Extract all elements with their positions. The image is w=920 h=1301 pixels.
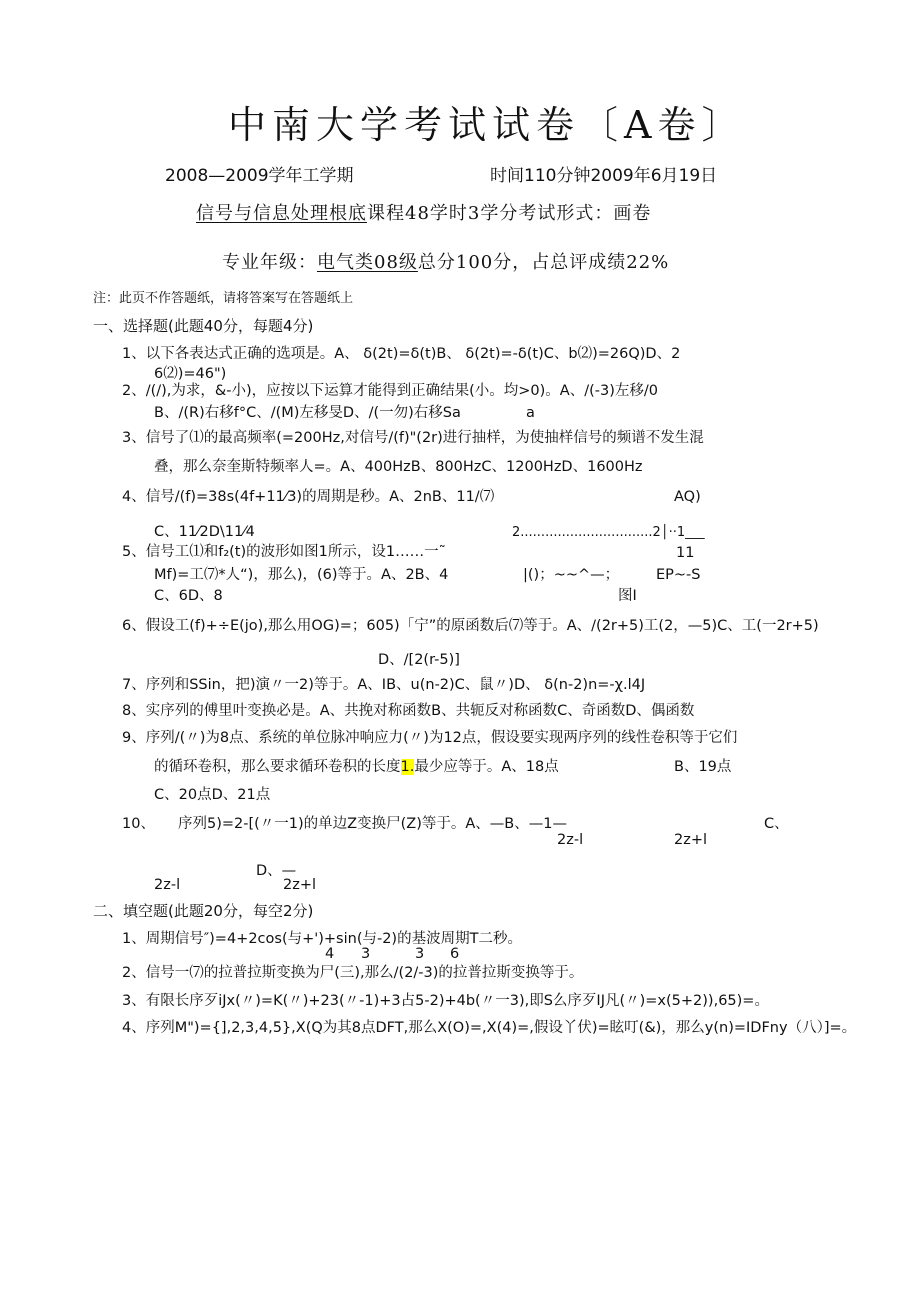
major-line	[222, 254, 669, 272]
question-line: 10、	[122, 816, 155, 832]
question-text: 最少应等于。A、18点	[414, 759, 559, 775]
question-line: 8、实序列的傅里叶变换必是。A、共挽对称函数B、共轭反对称函数C、奇函数D、偶函数	[122, 703, 695, 719]
question-line: 2................................2│··1___	[512, 525, 705, 540]
section1-heading: 一、选择题(此题40分，每题4分)	[93, 317, 314, 335]
course-line	[196, 205, 651, 223]
question-line: 4	[325, 946, 335, 962]
question-line: |()；~~^—；	[523, 567, 620, 583]
question-line: 6⑵)=46")	[154, 366, 227, 382]
question-line: 图I	[618, 588, 637, 604]
question-line: EP~-S	[656, 567, 701, 583]
question-line: a	[526, 405, 535, 421]
question-line: 1、周期信号″)=4+2cos(与+')+sin(与-2)的基波周期T二秒。	[122, 931, 522, 947]
question-line: 7、序列和SSin，把)演〃一2)等于。A、IB、u(n-2)C、鼠〃)D、 δ(n-2)n=-χ.l4J	[122, 677, 646, 693]
note: 注：此页不作答题纸，请将答案写在答题纸上	[93, 291, 354, 306]
question-line: 11	[676, 545, 695, 561]
course-name: 信号与信息处理根底	[196, 203, 367, 224]
question-line: 3	[415, 946, 425, 962]
question-line: 2、信号一⑺的拉普拉斯变换为尸(三),那么/(2/-3)的拉普拉斯变换等于。	[122, 965, 584, 981]
question-line: 2、/(/),为求，&-小)，应按以下运算才能得到正确结果(小。均>0)。A、/(-3)左移/0	[122, 383, 658, 399]
question-line: 9、序列/(〃)为8点、系统的单位脉冲响应力(〃)为12点，假设要实现两序列的线性卷积等于它们	[122, 730, 738, 746]
highlighted-text: 1.	[400, 759, 415, 775]
question-line: 1、以下各表达式正确的选项是。A、 δ(2t)=δ(t)B、 δ(2t)=-δ(t)C、b⑵)=26Q)D、2	[122, 346, 681, 362]
question-line: 6、假设工(f)+÷E(jo),那么用OG)=；605)「宁”的原函数后⑺等于。A、/(2r+5)工(2，—5)C、工(一2r+5)	[122, 618, 819, 634]
question-line: 3、信号了⑴的最高频率(=200Hz,对信号/(f)"(2r)进行抽样，为使抽样信号的频谱不发生混	[122, 430, 704, 446]
section2-heading: 二、填空题(此题20分，每空2分)	[93, 902, 314, 920]
question-line: 4、序列M")={],2,3,4,5},X(Q为其8点DFT,那么X(O)=,X(4)=,假设丫伏)=眩叮(&)，那么y(n)=IDFny（八）]=。	[122, 1020, 857, 1036]
question-line: 叠，那么奈奎斯特频率人=。A、400HzB、800HzC、1200HzD、1600Hz	[154, 459, 643, 475]
question-line: B、/(R)右移f°C、/(M)左移旻D、/(一勿)右移Sa	[154, 405, 461, 421]
question-line: 2z+l	[674, 832, 708, 848]
question-line: Mf)=工⑺*人“)，那么)，(6)等于。A、2B、4	[154, 567, 449, 583]
question-line: 3、有限长序歹iJx(〃)=K(〃)+23(〃-1)+3占5-2)+4b(〃一3),即S么序歹IJ凡(〃)=x(5+2)),65)=。	[122, 993, 769, 1009]
year-term: 2008—2009学年工学期	[165, 166, 354, 186]
question-line: C、20点D、21点	[154, 787, 271, 803]
question-line: C、	[764, 816, 789, 832]
question-line: 4、信号/(f)=38s(4f+11⁄3)的周期是秒。A、2nB、11/⑺	[122, 489, 495, 505]
major-value: 电气类08级	[317, 252, 418, 273]
question-line: 6	[450, 946, 460, 962]
course-rest: 课程48学时3学分考试形式：画卷	[367, 203, 652, 224]
question-line: AQ)	[674, 489, 701, 505]
question-line	[154, 760, 559, 775]
question-line: 2z-l	[557, 832, 584, 848]
question-line: C、11⁄2D\11⁄4	[154, 524, 255, 540]
question-line: D、/[2(r-5)]	[378, 652, 460, 668]
total-score: 总分100分，占总评成绩22%	[417, 252, 670, 273]
question-line: 5、信号工⑴和f₂(t)的波形如图1所示，设1……一˜	[122, 544, 446, 560]
question-line: 3	[361, 946, 371, 962]
question-line: C、6D、8	[154, 588, 223, 604]
major-label: 专业年级：	[222, 252, 317, 273]
question-line: 2z-l	[154, 877, 181, 893]
exam-title: 中南大学考试试卷〔A卷〕	[228, 103, 746, 147]
question-text: 的循环卷积，那么要求循环卷积的长度	[154, 759, 401, 775]
question-line: D、—	[256, 863, 297, 879]
question-line: B、19点	[674, 759, 732, 775]
question-line: 2z+l	[283, 877, 317, 893]
time-date: 时间110分钟2009年6月19日	[490, 166, 718, 186]
question-line: 序列5)=2-[(〃一1)的单边Z变换尸(Z)等于。A、—B、—1—	[178, 816, 567, 832]
